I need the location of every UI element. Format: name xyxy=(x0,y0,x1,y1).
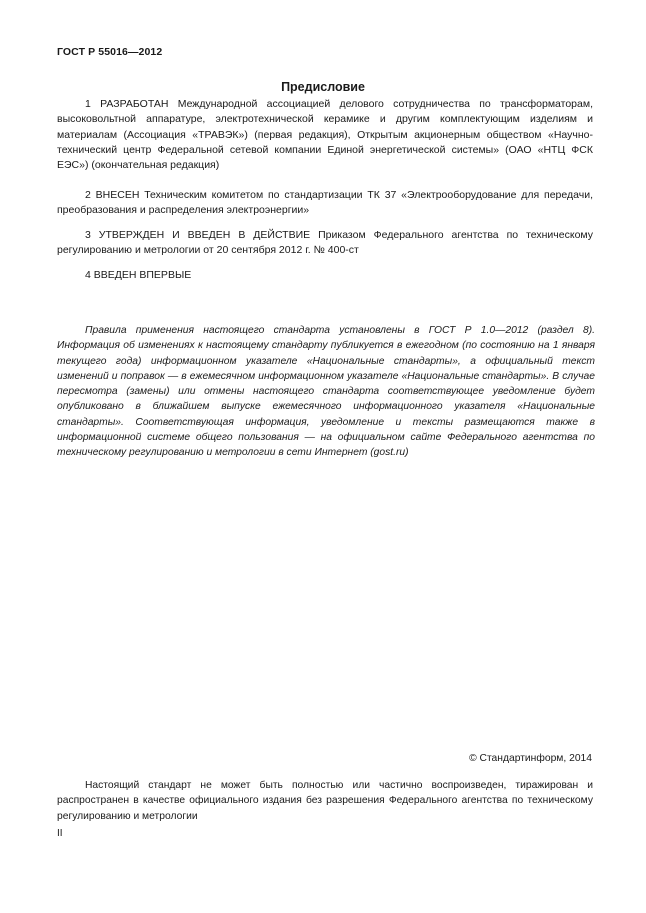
foreword-item-first-introduced: 4 ВВЕДЕН ВПЕРВЫЕ xyxy=(85,269,192,281)
application-rules-note: Правила применения настоящего стандарта установлены в ГОСТ Р 1.0—2012 (раздел 8). Информация об изменениях к настоящему стандарту публикуется в ежегодном (по состоянию на 1 января текущего года) информационном указателе «Национальные стандарты», а официальный текст изменений и поправок — в ежемесячном информационном указателе «Национальные стандарты». В случае пересмотра (замены) или отмены настоящего стандарта соответствующее уведомление будет опубликовано в ближайшем выпуске ежемесячного информационного указателя «Национальные стандарты». Соответствующая информация, уведомление и тексты размещаются также в информационной системе общего пользования — на официальном сайте Федерального агентства по техническому регулированию и метрологии в сети Интернет (gost.ru) xyxy=(57,325,595,459)
page-title: Предисловие xyxy=(281,80,365,94)
foreword-item-introduced: 2 ВНЕСЕН Техническим комитетом по стандартизации ТК 37 «Электрооборудование для передачи, преобразования и распределения электроэнергии» xyxy=(57,189,593,217)
page-number: II xyxy=(57,828,63,839)
foreword-item-developed: 1 РАЗРАБОТАН Международной ассоциацией делового сотрудничества по трансформаторам, высоковольтной аппаратуре, электротехнической керамике и другим комплектующим изделиям и материалам (Ассоциация «ТРАВЭК») (первая редакция), Открытым акционерным обществом «Научно-технический центр Федеральной сетевой компании Единой энергетической системы» (ОАО «НТЦ ФСК ЕЭС») (окончательная редакция) xyxy=(57,98,593,172)
foreword-item-approved: 3 УТВЕРЖДЕН И ВВЕДЕН В ДЕЙСТВИЕ Приказом Федерального агентства по техническому регулированию и метрологии от 20 сентября 2012 г. № 400-ст xyxy=(57,229,593,257)
document-number: ГОСТ Р 55016—2012 xyxy=(57,46,163,58)
reproduction-notice: Настоящий стандарт не может быть полностью или частично воспроизведен, тиражирован и распространен в качестве официального издания без разрешения Федерального агентства по техническому регулированию и метрологии xyxy=(57,780,593,822)
copyright-notice: © Стандартинформ, 2014 xyxy=(469,753,592,764)
